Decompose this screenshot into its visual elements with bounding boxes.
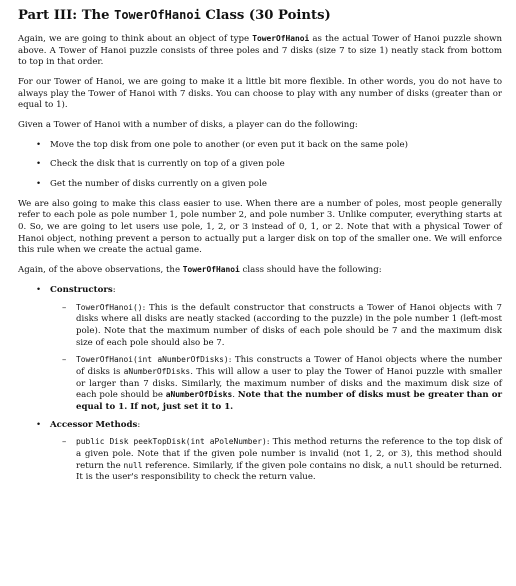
- pole-numbering-paragraph: We are also going to make this class easier to use. When there are a number of poles, most people generally refer to each pole as pole number 1, pole number 2, and pole number 3. Unlike computer, everything starts at 0. So, we are going to let users use pole, 1, 2, or 3 instead of 0, 1, or 2. Note that with a physical Tower of Hanoi object, nothing prevent a person to actually put a larger disk on top of the smaller one. We will enforce this rule when we create the actual game.: [18, 198, 502, 256]
- requirements-list: [18, 285, 502, 484]
- bullet-icon: •: [36, 179, 42, 190]
- bullet-icon: •: [36, 139, 42, 150]
- dash-icon: –: [62, 355, 67, 366]
- list-item: – TowerOfHanoi(): This is the default constructor that constructs a Tower of Hanoi objects with 7 disks where all disks are neatly stacked (according to the puzzle) in the pole number 1 (left-most pole). Note that the maximum number of disks of each pole should be 7 and the maximum disk size of each pole should also be 7.: [62, 302, 502, 348]
- flexibility-paragraph: For our Tower of Hanoi, we are going to make it a little bit more flexible. In other words, you do not have to always play the Tower of Hanoi with 7 disks. You can choose to play with any number of disks (greater than or equal to 1).: [18, 76, 502, 111]
- dash-icon: –: [62, 437, 67, 448]
- list-item: – TowerOfHanoi(int aNumberOfDisks): This constructs a Tower of Hanoi objects where the number of disks is aNumberOfDisks. This will allow a user to play the Tower of Hanoi puzzle with smaller or larger than 7 disks. Similarly, the maximum number of disks and the maximum disk size of each pole should be aNumberOfDisks. Note that the number of disks must be greater than or equal to 1. If not, just set it to 1.: [62, 355, 502, 413]
- inline-code: null: [394, 460, 414, 470]
- emphasis-note: Note that the number of disks must be greater than or equal to 1. If not, just set it to 1.: [76, 390, 502, 413]
- list-item: – public Disk peekTopDisk(int aPoleNumber): This method returns the reference to the top disk of a given pole. Note that if the given pole number is invalid (not 1, 2, or 3), this method should return the null reference. Similarly, if the given pole contains no disk, a null should be returned. It is the user's responsibility to check the return value.: [62, 437, 502, 483]
- heading-class-name: TowerOfHanoi: [114, 8, 201, 22]
- inline-code: TowerOfHanoi(int aNumberOfDisks): [76, 355, 229, 365]
- bullet-icon: •: [36, 284, 42, 295]
- inline-code: public Disk peekTopDisk(int aPoleNumber): [76, 437, 267, 447]
- dash-icon: –: [62, 302, 67, 313]
- list-item: • Move the top disk from one pole to another (or even put it back on the same pole): [36, 139, 408, 150]
- bullet-icon: •: [36, 419, 42, 430]
- player-actions-list: [18, 140, 502, 191]
- list-item: • Get the number of disks currently on a given pole: [36, 179, 267, 190]
- accessors-list: [50, 437, 502, 484]
- actions-intro-paragraph: Given a Tower of Hanoi with a number of disks, a player can do the following:: [18, 119, 358, 130]
- inline-code: aNumberOfDisks: [123, 366, 191, 376]
- intro-paragraph: Again, we are going to think about an object of type TowerOfHanoi as the actual Tower of Hanoi puzzle shown above. A Tower of Hanoi puzzle consists of three poles and 7 disks (size 7 to size 1) neatly stack from bottom to top in that order.: [18, 33, 502, 68]
- requirements-intro-paragraph: Again, of the above observations, the TowerOfHanoi class should have the following:: [18, 265, 382, 276]
- bullet-icon: •: [36, 159, 42, 170]
- constructors-section: • Constructors: – TowerOfHanoi(): This is the default constructor that constructs a Tower of Hanoi objects with 7 disks where all disks are neatly stacked (according to the puzzle) in the pole number 1 (left-most pole). Note that the maximum number of disks of each pole should be 7 and the maximum disk size of each pole should also be 7. – TowerOfHanoi(int aNumberOfDisks): This constructs a Tower of Hanoi objects where the number of disks is aNumberOfDisks. This will allow a user to play the Tower of Hanoi puzzle with smaller or larger than 7 disks. Similarly, the maximum number of disks and the maximum disk size of each pole should be aNumberOfDisks. Note that the number of disks must be greater than or equal to 1. If not, just set it to 1.: [36, 284, 502, 413]
- heading-suffix: Class (30 Points): [200, 8, 331, 23]
- inline-code: TowerOfHanoi: [252, 33, 310, 43]
- list-item: • Check the disk that is currently on top of a given pole: [36, 159, 285, 170]
- heading-prefix: Part III: The: [18, 8, 115, 23]
- inline-code: TowerOfHanoi: [182, 265, 240, 275]
- constructors-heading: Constructors: [50, 284, 113, 295]
- inline-code: TowerOfHanoi(): [76, 302, 143, 312]
- accessors-heading: Accessor Methods: [50, 419, 138, 430]
- inline-code: aNumberOfDisks: [165, 390, 233, 400]
- accessors-section: • Accessor Methods: – public Disk peekTopDisk(int aPoleNumber): This method returns the reference to the top disk of a given pole. Note that if the given pole number is invalid (not 1, 2, or 3), this method should return the null reference. Similarly, if the given pole contains no disk, a null should be returned. It is the user's responsibility to check the return value.: [36, 419, 502, 483]
- inline-code: null: [123, 460, 143, 470]
- section-heading: [18, 8, 502, 24]
- constructors-list: [50, 303, 502, 414]
